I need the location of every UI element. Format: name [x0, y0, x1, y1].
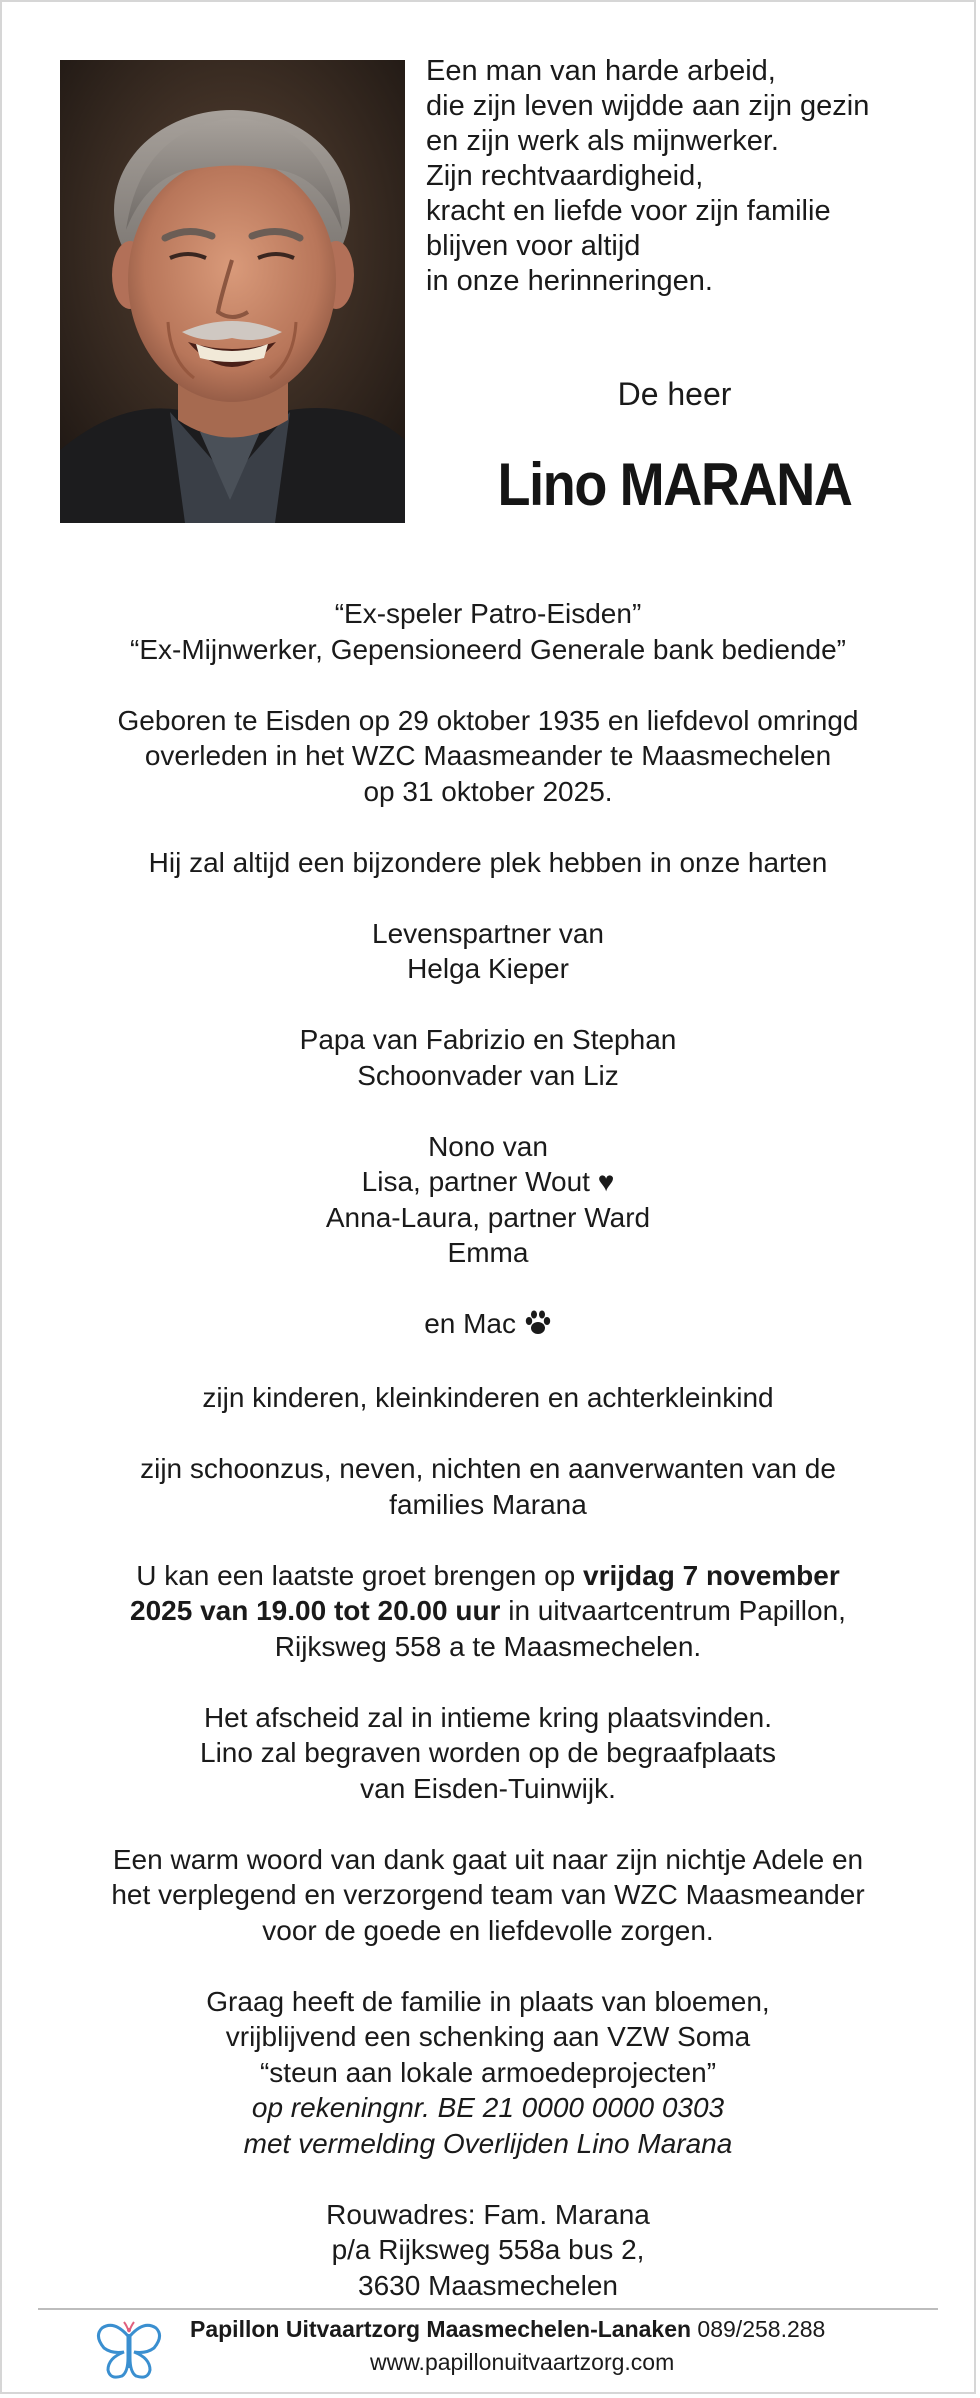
children-block	[42, 1022, 934, 1093]
birth-line: overleden in het WZC Maasmeander te Maasmechelen	[144, 740, 832, 771]
funeral-home-name: Papillon Uitvaartzorg Maasmechelen-Lanaken	[190, 2316, 692, 2342]
donation-line: vrijblijvend een schenking aan VZW Soma	[225, 2021, 751, 2052]
children-line: Papa van Fabrizio en Stephan	[299, 1024, 677, 1055]
address-line: 3630 Maasmechelen	[358, 2269, 618, 2301]
partner-line: Levenspartner van	[372, 917, 604, 949]
visitation-time: 2025 van 19.00 tot 20.00 uur	[130, 1595, 501, 1626]
partner-block	[42, 916, 934, 987]
donation-line: “steun aan lokale armoedeprojecten”	[259, 2056, 717, 2088]
visitation-block	[42, 1558, 934, 1665]
deceased-name: Lino MARANA	[497, 451, 852, 518]
relatives-line: families Marana	[389, 1488, 587, 1520]
thanks-line: voor de goede en liefdevolle zorgen.	[262, 1914, 714, 1946]
poem-line: die zijn leven wijdde aan zijn gezin	[426, 90, 870, 122]
visitation-pre: U kan een laatste groet brengen op	[136, 1559, 583, 1591]
quote-line: “Ex-Mijnwerker, Gepensioneerd Generale bank bediende”	[130, 633, 846, 665]
family-line: zijn kinderen, kleinkinderen en achterkleinkind	[202, 1382, 774, 1413]
pet-line	[42, 1306, 934, 1345]
paw-icon	[524, 1309, 552, 1345]
portrait-photo	[60, 60, 405, 523]
children-line: Schoonvader van Liz	[357, 1059, 619, 1091]
quote-line: “Ex-speler Patro-Eisden”	[334, 598, 642, 629]
thanks-line: Een warm woord van dank gaat uit naar zijn nichtje Adele en	[112, 1843, 864, 1875]
donation-reference: met vermelding Overlijden Lino Marana	[243, 2127, 733, 2159]
donation-block	[42, 1984, 934, 2162]
grandchildren-intro: Nono van	[428, 1130, 548, 1162]
birth-block	[42, 703, 934, 810]
poem-line: kracht en liefde voor zijn familie	[426, 195, 831, 227]
hearts-line: Hij zal altijd een bijzondere plek hebben in onze harten	[148, 846, 828, 878]
donation-line: Graag heeft de familie in plaats van bloemen,	[206, 1985, 770, 2017]
funeral-home-website[interactable]: www.papillonuitvaartzorg.com	[370, 2349, 675, 2375]
obituary-body	[42, 596, 934, 2339]
memorial-poem	[426, 54, 869, 299]
address-block	[42, 2197, 934, 2304]
farewell-line: van Eisden-Tuinwijk.	[360, 1772, 616, 1804]
poem-line: in onze herinneringen.	[426, 265, 713, 297]
butterfly-logo-icon	[94, 2318, 164, 2382]
farewell-line: Lino zal begraven worden op de begraafplaats	[200, 1737, 776, 1768]
visitation-post: in uitvaartcentrum Papillon,	[500, 1595, 846, 1626]
relatives-block	[42, 1451, 934, 1522]
funeral-home-phone: 089/258.288	[691, 2316, 826, 2342]
farewell-line: Het afscheid zal in intieme kring plaatsvinden.	[203, 1701, 773, 1733]
visitation-location: Rijksweg 558 a te Maasmechelen.	[274, 1630, 702, 1662]
address-line: Rouwadres: Fam. Marana	[326, 2198, 650, 2230]
honorific: De heer	[617, 376, 732, 412]
partner-line: Helga Kieper	[407, 953, 569, 984]
thanks-line: het verplegend en verzorgend team van WZC Maasmeander	[111, 1879, 865, 1910]
grandchild-line: Anna-Laura, partner Ward	[325, 1201, 651, 1233]
footer-divider	[38, 2308, 938, 2310]
birth-line: op 31 oktober 2025.	[363, 775, 613, 807]
poem-line: Zijn rechtvaardigheid,	[426, 160, 704, 192]
poem-line: blijven voor altijd	[426, 230, 641, 262]
thanks-block	[42, 1842, 934, 1949]
address-line: p/a Rijksweg 558a bus 2,	[331, 2234, 645, 2265]
poem-line: Een man van harde arbeid,	[426, 55, 776, 87]
poem-line: en zijn werk als mijnwerker.	[426, 125, 779, 157]
quotes-block	[42, 596, 934, 667]
grandchild-line: Lisa, partner Wout ♥	[361, 1166, 615, 1197]
birth-line: Geboren te Eisden op 29 oktober 1935 en liefdevol omringd	[117, 704, 859, 736]
pet-text: en Mac	[424, 1308, 517, 1339]
grandchild-line: Emma	[447, 1237, 529, 1268]
visitation-date: vrijdag 7 november	[583, 1559, 840, 1591]
farewell-block	[42, 1700, 934, 1807]
funeral-home-line	[190, 2316, 825, 2343]
donation-account: op rekeningnr. BE 21 0000 0000 0303	[251, 2092, 725, 2123]
grandchildren-block	[42, 1129, 934, 1271]
relatives-line: zijn schoonzus, neven, nichten en aanverwanten van de	[140, 1453, 836, 1484]
